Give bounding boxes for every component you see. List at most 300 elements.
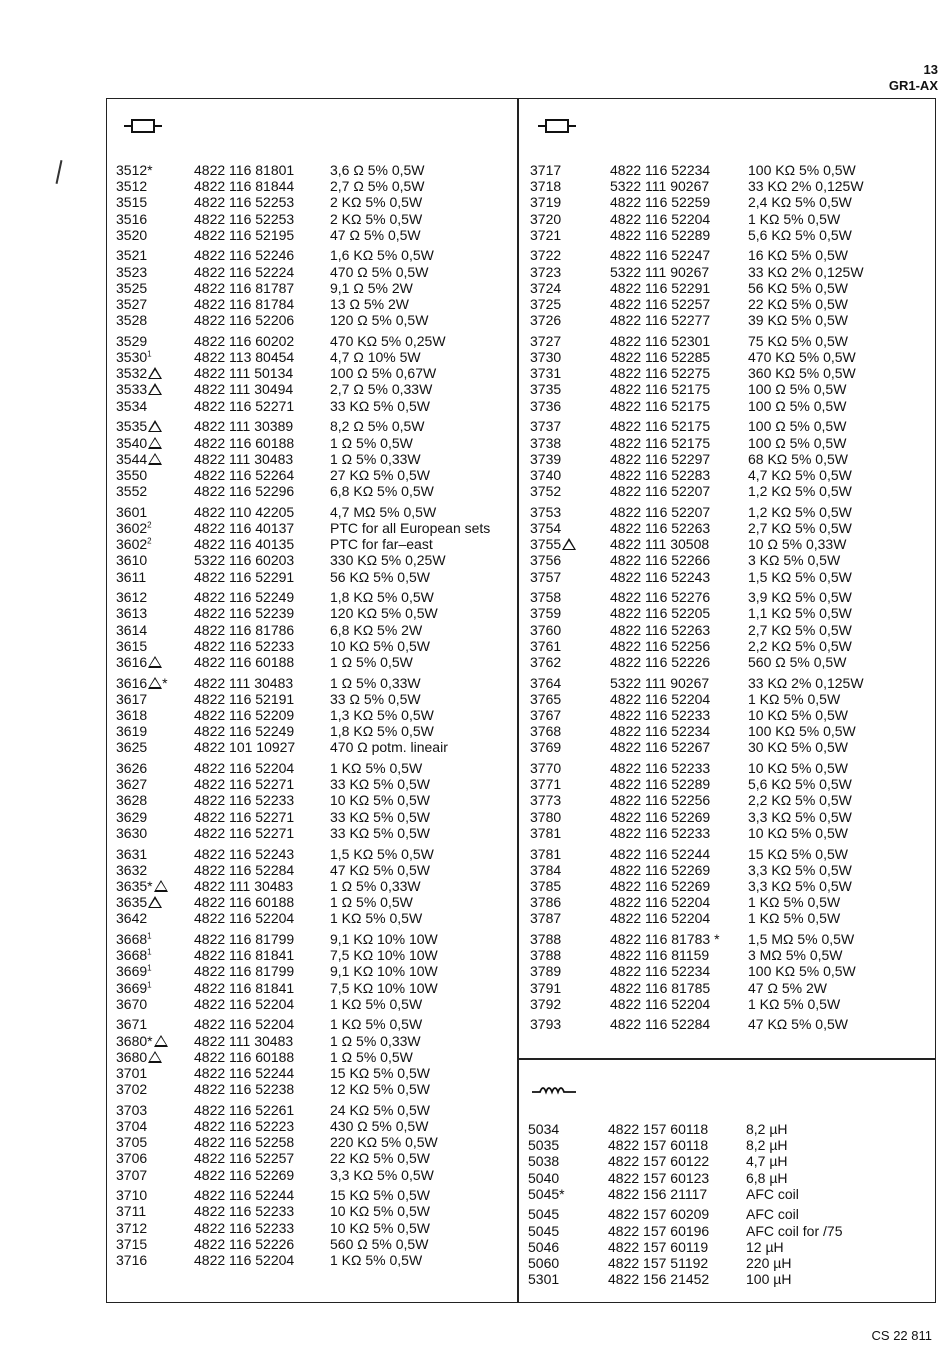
item-number: 3642 [116, 910, 148, 927]
part-row [530, 947, 930, 963]
part-row [530, 825, 930, 841]
part-description: 330 KΩ 5% 0,25W [330, 552, 446, 569]
part-description: 3,3 KΩ 5% 0,5W [748, 877, 852, 894]
part-row [116, 1016, 511, 1032]
part-code: 4822 116 52247 [610, 247, 711, 264]
part-code: 4822 116 81786 [194, 621, 295, 638]
part-row [116, 1203, 511, 1219]
item-number: 3671 [116, 1016, 148, 1033]
part-description: 10 KΩ 5% 0,5W [330, 1219, 430, 1236]
part-description: 1,5 KΩ 5% 0,5W [748, 568, 852, 585]
part-code: 4822 116 52223 [194, 1118, 295, 1134]
part-description: 1 Ω 5% 0,33W [330, 674, 421, 691]
part-description: 1,6 KΩ 5% 0,5W [330, 247, 434, 264]
part-description: 13 Ω 5% 2W [330, 296, 409, 312]
part-description: 1 KΩ 5% 0,5W [748, 995, 841, 1012]
part-code: 4822 116 52283 [610, 466, 711, 483]
part-code: 4822 113 80454 [194, 349, 295, 366]
part-row [116, 947, 511, 963]
part-code: 4822 116 60188 [194, 894, 295, 911]
part-code: 4822 116 52204 [610, 210, 711, 227]
part-description: 360 KΩ 5% 0,5W [748, 365, 856, 382]
document-code: CS 22 811 [871, 1328, 932, 1343]
part-code: 4822 116 52267 [610, 739, 711, 756]
part-row [530, 862, 930, 878]
part-description: 470 KΩ 5% 0,5W [748, 349, 856, 366]
part-description: 1 KΩ 5% 0,5W [330, 995, 423, 1012]
part-row [116, 792, 511, 808]
part-row [116, 280, 511, 296]
item-number: 3770 [530, 760, 562, 777]
part-row [116, 435, 511, 451]
item-number: 3736 [530, 397, 562, 414]
part-code: 4822 116 52204 [610, 690, 711, 707]
item-number: 3532 [116, 365, 162, 381]
item-number: 3735 [530, 381, 562, 398]
part-code: 4822 116 81799 [194, 930, 295, 947]
item-number: 3610 [116, 552, 148, 569]
part-description: 22 KΩ 5% 0,5W [330, 1150, 430, 1167]
part-description: 2,7 KΩ 5% 0,5W [748, 621, 852, 638]
part-code: 4822 101 10927 [194, 739, 296, 756]
item-number: 3702 [116, 1081, 148, 1098]
parts-list-right [530, 162, 930, 1033]
part-description: 100 KΩ 5% 0,5W [748, 162, 856, 178]
part-description: 470 Ω 5% 0,5W [330, 263, 429, 280]
item-number: 3552 [116, 483, 148, 500]
part-code: 4822 116 52233 [610, 760, 711, 777]
part-code: 4822 157 60123 [608, 1169, 710, 1186]
part-row [530, 451, 930, 467]
warning-triangle-icon [148, 367, 162, 379]
item-number: 3738 [530, 434, 562, 451]
item-number: 3712 [116, 1219, 148, 1236]
part-description: 2,7 Ω 5% 0,33W [330, 381, 433, 398]
part-description: 5,6 KΩ 5% 0,5W [748, 226, 852, 243]
part-description: 100 Ω 5% 0,5W [748, 381, 847, 398]
part-row [116, 552, 511, 568]
part-code: 4822 116 52233 [194, 1203, 295, 1220]
part-row [116, 589, 511, 605]
item-number: 3739 [530, 450, 562, 467]
asterisk-mark: * [162, 674, 168, 691]
section-divider [518, 1058, 936, 1060]
part-row [530, 792, 930, 808]
warning-triangle-icon [154, 880, 168, 892]
part-description: 47 Ω 5% 2W [748, 979, 827, 996]
item-number: 3680* [116, 1033, 168, 1049]
item-number: 3602$^2$ [116, 519, 152, 536]
part-row [116, 418, 511, 434]
part-description: 1 KΩ 5% 0,5W [330, 760, 423, 777]
part-code: 4822 116 81799 [194, 963, 295, 980]
part-code: 4822 116 52175 [610, 381, 711, 398]
item-number: 5034 [528, 1121, 560, 1137]
part-row [116, 1065, 511, 1081]
part-code: 4822 116 52175 [610, 397, 711, 414]
part-description: 1,3 KΩ 5% 0,5W [330, 707, 434, 723]
item-number: 5046 [528, 1238, 560, 1255]
part-description: 2 KΩ 5% 0,5W [330, 210, 423, 227]
part-row [530, 227, 930, 243]
item-number: 3740 [530, 466, 562, 483]
item-number: 3771 [530, 776, 562, 793]
part-code: 4822 116 52175 [610, 418, 711, 435]
part-description: 10 KΩ 5% 0,5W [330, 1203, 430, 1220]
part-row [116, 451, 511, 467]
part-description: 1 KΩ 5% 0,5W [330, 1016, 423, 1033]
part-row [530, 296, 930, 312]
part-code: 4822 111 30483 [194, 1032, 294, 1049]
item-number: 3669$^1$ [116, 963, 152, 980]
part-code: 4822 111 30508 [610, 536, 710, 553]
part-code: 4822 116 52249 [194, 723, 295, 740]
part-description: 33 Ω 5% 0,5W [330, 690, 421, 707]
item-number: 3754 [530, 519, 562, 536]
item-number: 3530$^1$ [116, 349, 152, 366]
part-description: 10 Ω 5% 0,33W [748, 536, 847, 553]
part-row [530, 194, 930, 210]
part-row [530, 996, 930, 1012]
item-number: 3710 [116, 1187, 148, 1204]
part-code: 4822 116 52276 [610, 589, 711, 606]
part-row [530, 739, 930, 755]
part-row [530, 569, 930, 585]
part-description: 33 KΩ 2% 0,125W [748, 178, 864, 195]
part-description: 100 µH [746, 1271, 792, 1288]
part-row [530, 418, 930, 434]
part-row [530, 910, 930, 926]
part-row [116, 247, 511, 263]
item-number: 3755 [530, 536, 576, 552]
part-description: 4,7 µH [746, 1153, 788, 1170]
part-code: 4822 116 52256 [610, 637, 711, 654]
item-number: 5035 [528, 1137, 560, 1154]
part-description: 68 KΩ 5% 0,5W [748, 450, 848, 467]
item-number: 3701 [116, 1064, 148, 1081]
footnote-mark: 2 [147, 520, 152, 530]
footnote-mark: 1 [147, 947, 152, 957]
part-description: 33 KΩ 5% 0,5W [330, 397, 430, 414]
part-description: 1,5 KΩ 5% 0,5W [330, 845, 434, 862]
part-description: 15 KΩ 5% 0,5W [748, 845, 848, 862]
part-code: 4822 156 21452 [608, 1271, 710, 1288]
part-description: 15 KΩ 5% 0,5W [330, 1187, 430, 1204]
part-row [530, 312, 930, 328]
part-description: 2,7 Ω 5% 0,5W [330, 178, 425, 195]
model-code: GR1-AX [888, 78, 938, 93]
item-number: 3707 [116, 1166, 148, 1183]
part-row [528, 1186, 928, 1202]
part-row [116, 1167, 511, 1183]
part-row [116, 1252, 511, 1268]
item-number: 3767 [530, 707, 562, 723]
item-number: 3613 [116, 605, 148, 622]
item-number: 3527 [116, 296, 148, 312]
part-description: 120 Ω 5% 0,5W [330, 312, 429, 329]
part-code: 4822 116 52291 [610, 279, 711, 296]
part-row [530, 691, 930, 707]
item-number: 5040 [528, 1169, 560, 1186]
item-number: 3785 [530, 877, 562, 894]
warning-triangle-icon [562, 538, 576, 550]
part-code: 4822 116 52271 [194, 808, 295, 825]
part-code: 4822 116 81801 [194, 162, 295, 178]
item-number: 3625 [116, 739, 148, 756]
item-number: 3789 [530, 963, 562, 980]
part-row [530, 622, 930, 638]
part-description: 33 KΩ 5% 0,5W [330, 808, 430, 825]
item-number: 3618 [116, 707, 148, 723]
part-row [116, 723, 511, 739]
part-code: 4822 116 52253 [194, 210, 295, 227]
warning-triangle-icon [148, 677, 162, 689]
part-code: 4822 116 52204 [610, 995, 711, 1012]
part-row [530, 435, 930, 451]
part-code: 4822 116 52258 [194, 1134, 295, 1151]
part-code: 4822 116 81787 [194, 279, 295, 296]
item-number: 3520 [116, 226, 148, 243]
part-row [530, 365, 930, 381]
warning-triangle-icon [148, 383, 162, 395]
part-description: 1,2 KΩ 5% 0,5W [748, 503, 852, 520]
part-code: 4822 116 52271 [194, 776, 295, 793]
part-code: 4822 116 52234 [610, 162, 711, 178]
part-row [116, 1081, 511, 1097]
item-number: 3760 [530, 621, 562, 638]
warning-triangle-icon [148, 1051, 162, 1063]
part-row [116, 296, 511, 312]
part-description: 15 KΩ 5% 0,5W [330, 1064, 430, 1081]
part-row [116, 333, 511, 349]
column-divider [517, 98, 519, 1303]
part-description: 33 KΩ 2% 0,125W [748, 674, 864, 691]
part-code: 4822 116 52257 [194, 1150, 295, 1167]
part-row [116, 536, 511, 552]
item-number: 3533 [116, 381, 162, 397]
part-code: 4822 116 81841 [194, 947, 295, 964]
part-row [116, 211, 511, 227]
part-description: 470 KΩ 5% 0,25W [330, 332, 446, 349]
part-description: 10 KΩ 5% 0,5W [748, 707, 848, 723]
item-number: 3725 [530, 296, 562, 312]
part-code: 4822 116 52296 [194, 483, 295, 500]
part-description: 6,8 KΩ 5% 0,5W [330, 483, 434, 500]
part-description: 3,9 KΩ 5% 0,5W [748, 589, 852, 606]
part-description: 2,2 KΩ 5% 0,5W [748, 637, 852, 654]
part-row [528, 1271, 928, 1287]
part-description: 470 Ω potm. lineair [330, 739, 448, 756]
part-row [530, 483, 930, 499]
item-number: 3723 [530, 263, 562, 280]
part-code: 4822 111 50134 [194, 365, 294, 382]
part-row [530, 178, 930, 194]
item-number: 3616 * [116, 674, 168, 691]
part-description: 1,5 MΩ 5% 0,5W [748, 930, 855, 947]
part-code: 4822 116 52269 [194, 1166, 295, 1183]
part-row [530, 760, 930, 776]
part-code: 4822 116 52244 [194, 1187, 295, 1204]
part-code: 4822 116 52269 [610, 877, 711, 894]
part-description: 1 Ω 5% 0,5W [330, 1048, 413, 1065]
item-number: 5045* [528, 1185, 565, 1202]
part-description: 100 KΩ 5% 0,5W [748, 723, 856, 740]
part-description: 8,2 µH [746, 1121, 788, 1137]
part-description: 5,6 KΩ 5% 0,5W [748, 776, 852, 793]
part-description: 10 KΩ 5% 0,5W [330, 792, 430, 809]
part-code: 4822 116 52275 [610, 365, 711, 382]
part-code: 4822 116 81841 [194, 979, 295, 996]
part-code: 4822 116 52289 [610, 776, 711, 793]
part-code: 4822 116 52195 [194, 226, 295, 243]
item-number: 3769 [530, 739, 562, 756]
item-number: 3668$^1$ [116, 930, 152, 947]
parts-list-left [116, 162, 511, 1268]
part-row [116, 194, 511, 210]
part-code: 4822 116 52206 [194, 312, 295, 329]
part-description: 16 KΩ 5% 0,5W [748, 247, 848, 264]
part-code: 4822 157 60209 [608, 1206, 710, 1223]
footnote-mark: 1 [147, 931, 152, 941]
item-number: 3765 [530, 690, 562, 707]
part-code: 4822 116 52253 [194, 194, 295, 211]
part-code: 5322 111 90267 [610, 178, 710, 195]
part-code: 5322 111 90267 [610, 263, 710, 280]
part-code: 4822 111 30483 [194, 877, 294, 894]
part-description: 1 Ω 5% 0,5W [330, 653, 413, 670]
part-row [530, 675, 930, 691]
part-code: 4822 116 81844 [194, 178, 295, 195]
item-number: 3614 [116, 621, 148, 638]
part-description: 9,1 Ω 5% 2W [330, 279, 413, 296]
part-description: 12 µH [746, 1238, 784, 1255]
part-code: 4822 116 52209 [194, 707, 295, 723]
item-number: 5045 [528, 1222, 560, 1239]
part-code: 4822 116 52269 [610, 808, 711, 825]
part-row [528, 1255, 928, 1271]
part-description: 1 KΩ 5% 0,5W [748, 894, 841, 911]
item-number: 3631 [116, 845, 148, 862]
part-row [530, 846, 930, 862]
part-code: 4822 116 52207 [610, 483, 711, 500]
part-description: 100 Ω 5% 0,67W [330, 365, 437, 382]
part-row [116, 467, 511, 483]
part-row [116, 227, 511, 243]
part-code: 4822 111 30494 [194, 381, 294, 398]
warning-triangle-icon [148, 420, 162, 432]
item-number: 3616 [116, 654, 162, 670]
item-number: 3515 [116, 194, 148, 211]
warning-triangle-icon [148, 656, 162, 668]
part-code: 4822 116 52244 [610, 845, 711, 862]
item-number: 3668$^1$ [116, 947, 152, 964]
part-row [530, 654, 930, 670]
part-row [530, 536, 930, 552]
part-description: 33 KΩ 5% 0,5W [330, 824, 430, 841]
part-description: 1 Ω 5% 0,33W [330, 450, 421, 467]
part-row [530, 280, 930, 296]
part-description: 2,2 KΩ 5% 0,5W [748, 792, 852, 809]
item-number: 3764 [530, 674, 562, 691]
part-description: 1 KΩ 5% 0,5W [748, 210, 841, 227]
part-description: 100 Ω 5% 0,5W [748, 434, 847, 451]
item-number: 3730 [530, 349, 562, 366]
part-code: 4822 116 52204 [194, 995, 295, 1012]
item-number: 3780 [530, 808, 562, 825]
part-row [530, 723, 930, 739]
part-code: 4822 111 30483 [194, 674, 294, 691]
part-row [528, 1137, 928, 1153]
part-code: 4822 156 21117 [608, 1185, 708, 1202]
part-code: 4822 157 60196 [608, 1222, 710, 1239]
part-code: 4822 116 52266 [610, 552, 711, 569]
part-row [116, 1118, 511, 1134]
part-code: 4822 116 60188 [194, 1048, 295, 1065]
part-row [116, 963, 511, 979]
part-code: 4822 116 52233 [610, 707, 711, 723]
part-row [116, 569, 511, 585]
part-row [530, 894, 930, 910]
part-description: 12 KΩ 5% 0,5W [330, 1081, 430, 1098]
part-code: 4822 116 52289 [610, 226, 711, 243]
part-row [116, 605, 511, 621]
part-code: 4822 116 60188 [194, 434, 295, 451]
part-description: 56 KΩ 5% 0,5W [748, 279, 848, 296]
part-code: 4822 116 52175 [610, 434, 711, 451]
part-row [530, 333, 930, 349]
part-description: 10 KΩ 5% 0,5W [748, 824, 848, 841]
part-description: 3,3 KΩ 5% 0,5W [748, 861, 852, 878]
item-number: 3715 [116, 1235, 148, 1252]
item-number: 3635 [116, 894, 162, 910]
part-row [116, 1134, 511, 1150]
part-row [116, 264, 511, 280]
part-description: 1 KΩ 5% 0,5W [748, 910, 841, 927]
part-description: 1 KΩ 5% 0,5W [748, 690, 841, 707]
coil-icon [532, 1082, 578, 1096]
part-description: 2,4 KΩ 5% 0,5W [748, 194, 852, 211]
part-description: 4,7 KΩ 5% 0,5W [748, 466, 852, 483]
part-description: 1,8 KΩ 5% 0,5W [330, 589, 434, 606]
item-number: 3706 [116, 1150, 148, 1167]
footnote-mark: 2 [147, 536, 152, 546]
part-code: 4822 116 52301 [610, 332, 711, 349]
part-code: 4822 116 52226 [194, 1235, 295, 1252]
part-row [116, 739, 511, 755]
part-description: 3 KΩ 5% 0,5W [748, 552, 841, 569]
part-row [116, 178, 511, 194]
part-row [116, 349, 511, 365]
part-code: 4822 116 52191 [194, 690, 295, 707]
part-description: 560 Ω 5% 0,5W [330, 1235, 429, 1252]
part-description: 9,1 KΩ 10% 10W [330, 930, 438, 947]
part-row [528, 1153, 928, 1169]
item-number: 3535 [116, 418, 162, 434]
warning-triangle-icon [148, 453, 162, 465]
item-number: 3601 [116, 503, 148, 520]
part-description: PTC for far–east [330, 536, 433, 553]
part-code: 4822 116 60188 [194, 653, 295, 670]
part-code: 4822 116 52259 [610, 194, 711, 211]
part-code: 4822 116 81159 [610, 947, 710, 964]
part-code: 4822 157 60122 [608, 1153, 710, 1170]
part-description: 47 Ω 5% 0,5W [330, 226, 421, 243]
part-code: 5322 111 90267 [610, 674, 710, 691]
part-code: 4822 111 30483 [194, 450, 294, 467]
part-row [116, 809, 511, 825]
part-row [528, 1239, 928, 1255]
part-row [116, 654, 511, 670]
